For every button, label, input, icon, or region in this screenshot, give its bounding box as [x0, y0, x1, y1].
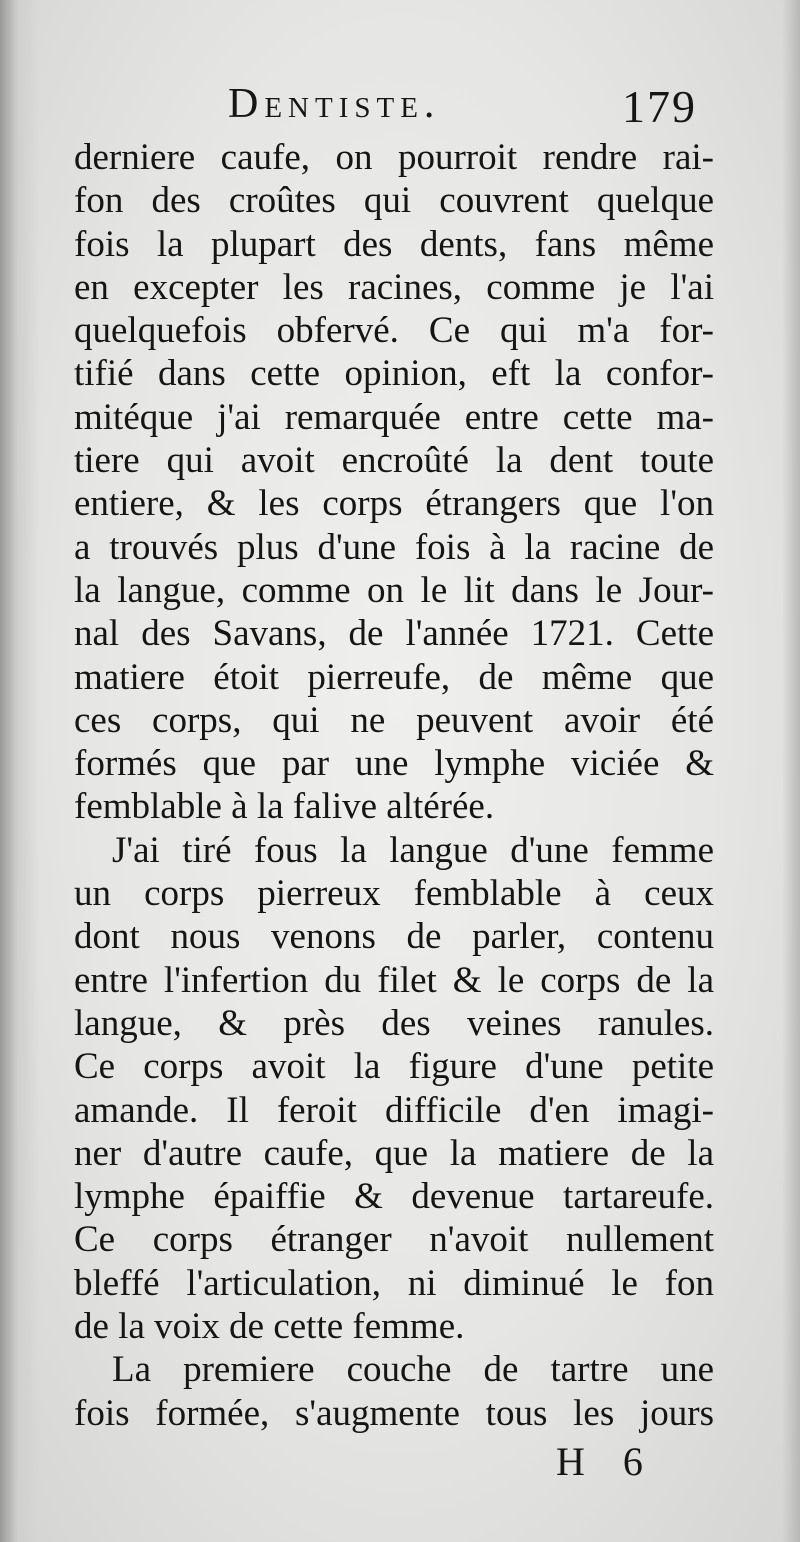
page-header	[0, 80, 800, 140]
text-line: ces corps, qui ne peuvent avoir été	[74, 699, 714, 741]
spine-shadow	[0, 0, 40, 1542]
text-line: bleffé l'articulation, ni diminué le fon	[74, 1262, 714, 1304]
text-line: tifié dans cette opinion, eft la confor-	[74, 353, 714, 395]
text-line: J'ai tiré fous la langue d'une femme	[112, 829, 714, 871]
body-text	[74, 136, 714, 1435]
running-head: Dentiste.	[228, 81, 441, 127]
paragraph-1	[74, 136, 714, 829]
text-line: de la voix de cette femme.	[74, 1306, 465, 1348]
text-line: lymphe épaiffie & devenue tartareufe.	[74, 1176, 714, 1218]
text-line: dont nous venons de parler, contenu	[74, 916, 714, 958]
page-number: 179	[622, 81, 697, 132]
text-line: La premiere couche de tartre une	[112, 1349, 714, 1391]
text-line: un corps pierreux femblable à ceux	[74, 873, 714, 915]
text-line: en excepter les racines, comme je l'ai	[74, 266, 714, 308]
text-line: fois la plupart des dents, fans même	[74, 223, 714, 265]
text-line: entre l'infertion du filet & le corps de la	[74, 959, 714, 1001]
text-line: derniere caufe, on pourroit rendre rai-	[74, 137, 714, 178]
page-edge-shadow	[782, 0, 800, 1542]
text-line: amande. Il feroit difficile d'en imagi-	[74, 1089, 714, 1131]
text-line: ner d'autre caufe, que la matiere de la	[74, 1132, 714, 1174]
text-line: tiere qui avoit encroûté la dent toute	[74, 440, 714, 482]
text-line: matiere étoit pierreufe, de même que	[74, 656, 714, 698]
text-line: a trouvés plus d'une fois à la racine de	[74, 526, 714, 568]
signature-mark: H 6	[556, 1439, 657, 1484]
text-line: Ce corps étranger n'avoit nullement	[74, 1219, 714, 1261]
text-line: fon des croûtes qui couvrent quelque	[74, 180, 714, 222]
text-line: formés que par une lymphe viciée &	[74, 743, 714, 785]
text-line: langue, & près des veines ranules.	[74, 1002, 714, 1044]
text-line: la langue, comme on le lit dans le Jour-	[74, 569, 714, 611]
text-line: nal des Savans, de l'année 1721. Cette	[74, 613, 714, 655]
text-line: quelquefois obfervé. Ce qui m'a for-	[74, 310, 714, 352]
paragraph-2	[74, 829, 714, 1349]
text-line: mitéque j'ai remarquée entre cette ma-	[74, 396, 714, 438]
paragraph-3	[74, 1348, 714, 1435]
text-line: femblable à la falive altérée.	[74, 786, 495, 828]
text-line: Ce corps avoit la figure d'une petite	[74, 1046, 714, 1088]
text-line: entiere, & les corps étrangers que l'on	[74, 483, 714, 525]
text-line: fois formée, s'augmente tous les jours	[74, 1392, 714, 1434]
